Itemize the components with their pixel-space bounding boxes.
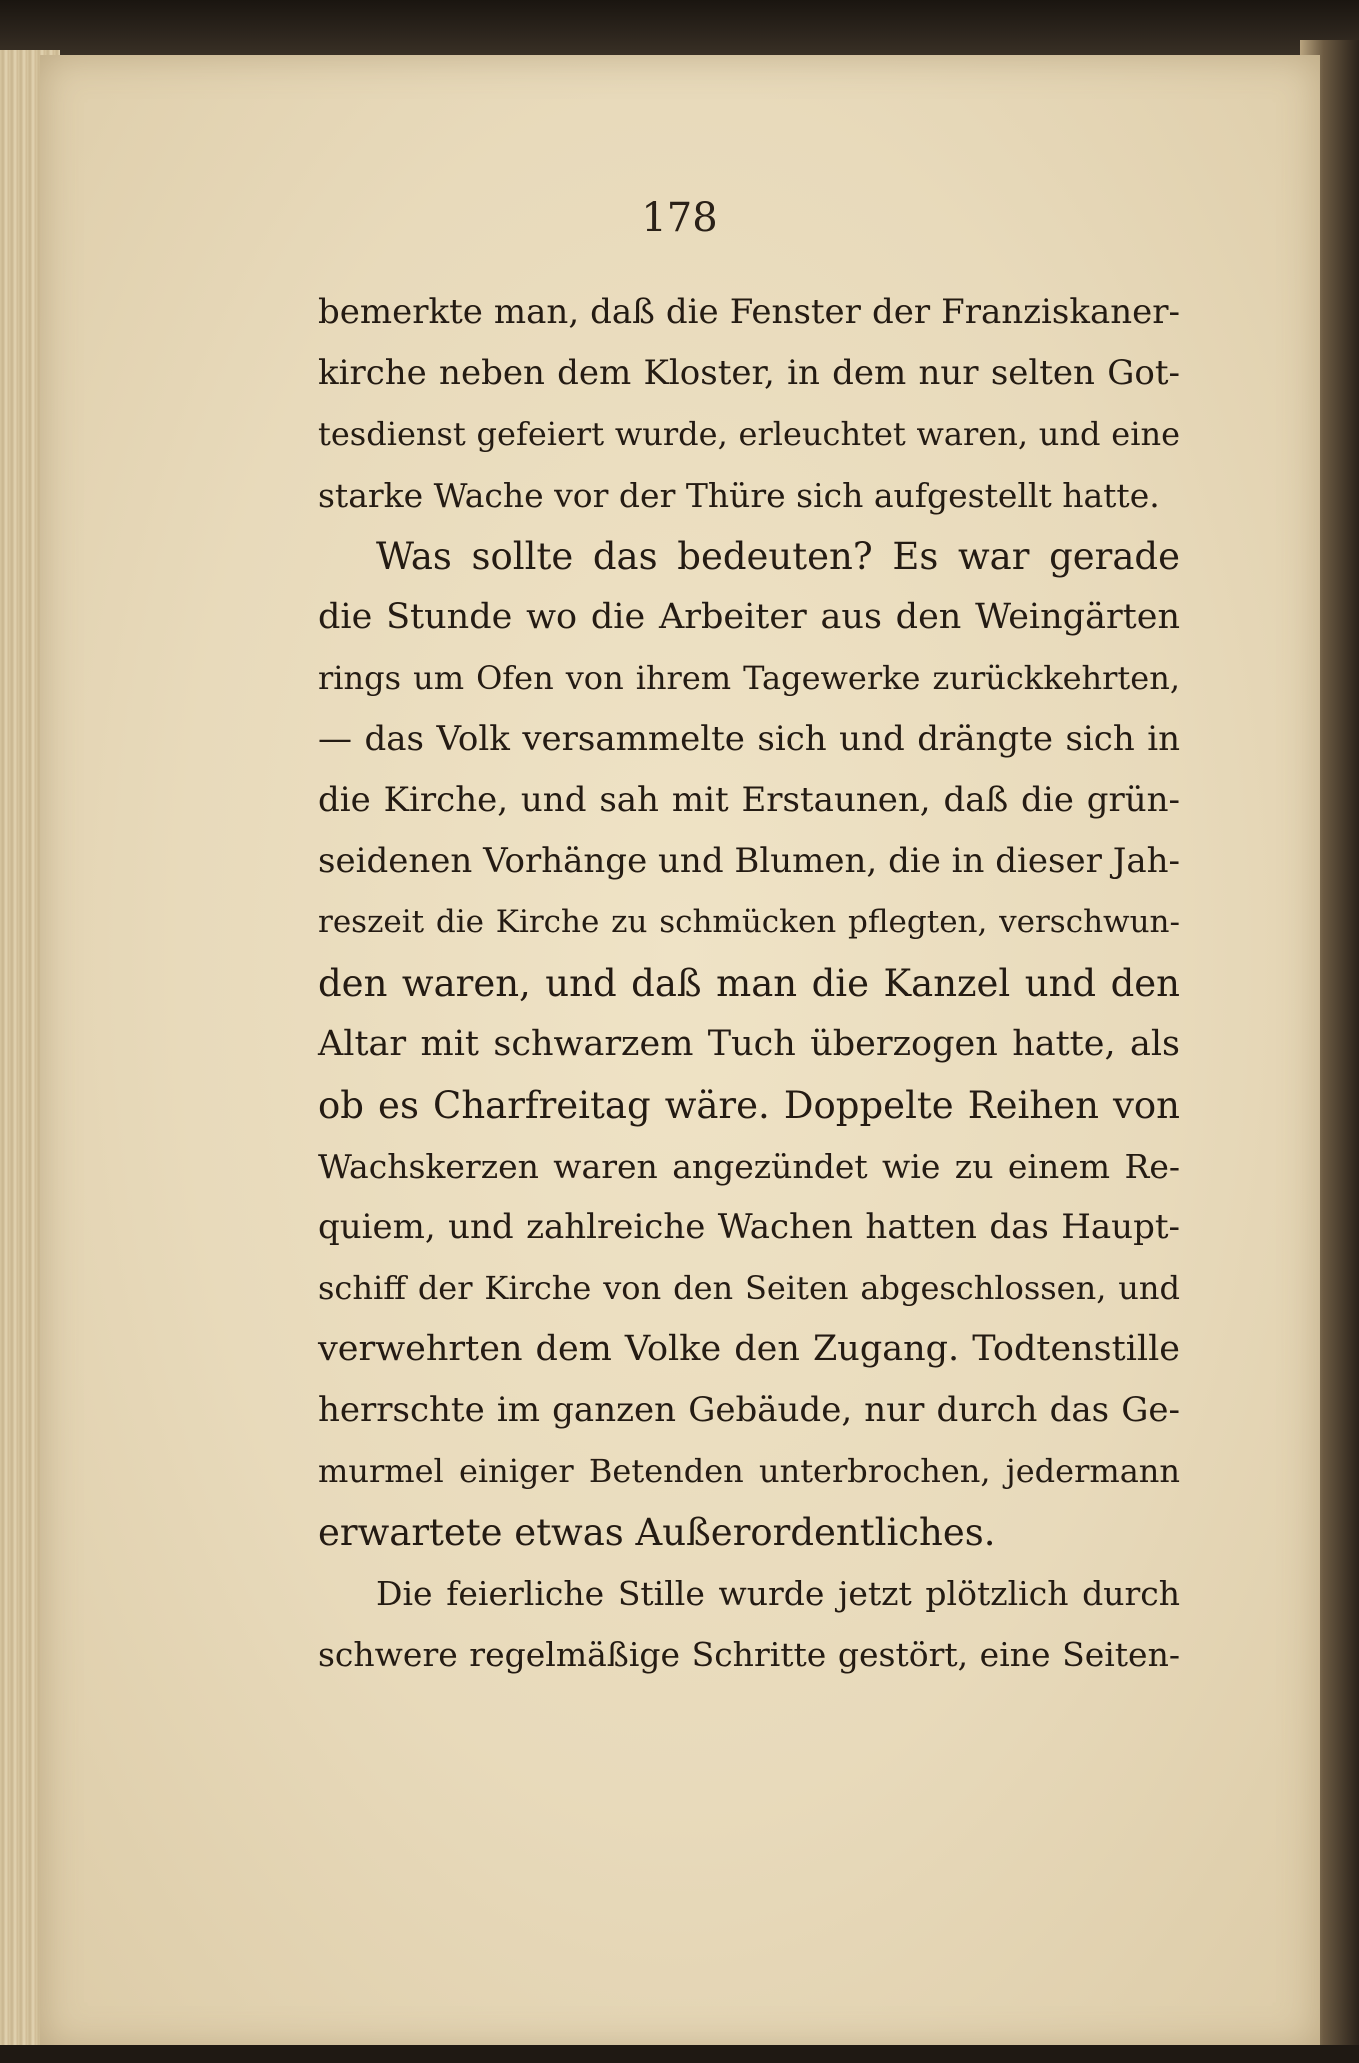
text-line: Wachskerzen waren angezündet wie zu einem Re- xyxy=(318,1147,1180,1186)
text-line: herrschte im ganzen Gebäude, nur durch das Ge- xyxy=(318,1390,1180,1430)
text-line: die Kirche, und sah mit Erstaunen, daß die grün- xyxy=(318,780,1180,820)
page-number: 178 xyxy=(641,195,718,241)
text-line: Altar mit schwarzem Tuch überzogen hatte, als xyxy=(318,1024,1180,1064)
text-line: murmel einiger Betenden unterbrochen, jedermann xyxy=(318,1452,1180,1490)
book-bottom-edge xyxy=(0,2045,1359,2063)
text-line: kirche neben dem Kloster, in dem nur selten Got- xyxy=(318,353,1180,393)
text-line: starke Wache vor der Thüre sich aufgestellt hatte. xyxy=(318,476,1160,515)
text-line: die Stunde wo die Arbeiter aus den Weingärten xyxy=(318,597,1180,637)
text-line: — das Volk versammelte sich und drängte sich in xyxy=(318,719,1180,759)
body-text xyxy=(318,282,1180,1685)
text-line: Was sollte das bedeuten? Es war gerade xyxy=(376,535,1180,578)
text-line: quiem, und zahlreiche Wachen hatten das Haupt- xyxy=(318,1207,1180,1247)
text-line: reszeit die Kirche zu schmücken pflegten, verschwun- xyxy=(318,904,1180,940)
text-line: ob es Charfreitag wäre. Doppelte Reihen von xyxy=(318,1084,1180,1127)
text-line: rings um Ofen von ihrem Tagewerke zurückkehrten, xyxy=(318,659,1180,697)
text-line: bemerkte man, daß die Fenster der Franziskaner- xyxy=(318,292,1180,332)
text-line: verwehrten dem Volke den Zugang. Todtenstille xyxy=(318,1329,1180,1369)
text-line: schiff der Kirche von den Seiten abgeschlossen, und xyxy=(318,1269,1180,1307)
text-line: den waren, und daß man die Kanzel und den xyxy=(318,962,1180,1005)
text-line: schwere regelmäßige Schritte gestört, eine Seiten- xyxy=(318,1635,1180,1674)
book-top-edge xyxy=(0,0,1359,58)
text-line: seidenen Vorhänge und Blumen, die in dieser Jah- xyxy=(318,841,1180,881)
text-line: erwartete etwas Außerordentliches. xyxy=(318,1511,996,1554)
text-line: Die feierliche Stille wurde jetzt plötzlich durch xyxy=(376,1574,1180,1613)
text-line: tesdienst gefeiert wurde, erleuchtet waren, und eine xyxy=(318,415,1180,453)
